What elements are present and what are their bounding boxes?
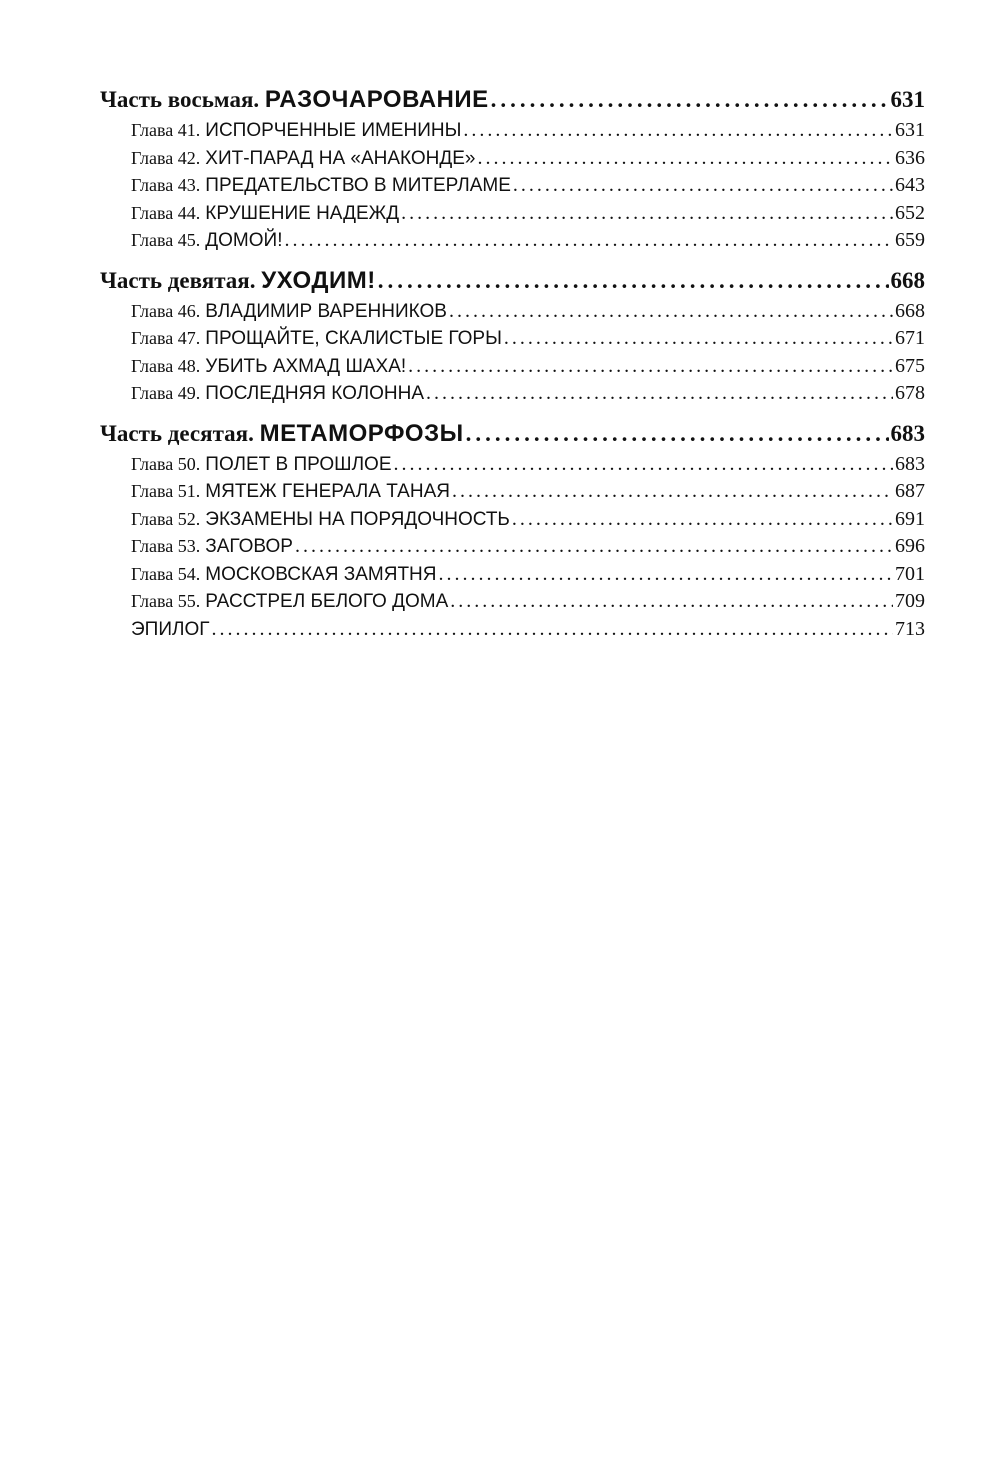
dot-leader: [439, 563, 894, 586]
chapter-row[interactable]: [100, 382, 925, 410]
chapter-number: Глава 46.: [131, 300, 201, 321]
chapter-row[interactable]: [100, 453, 925, 481]
chapter-title: ЗАГОВОР: [205, 536, 293, 557]
part-number: Часть восьмая.: [100, 87, 260, 112]
table-of-contents: [100, 86, 925, 645]
page-number: 631: [895, 119, 925, 141]
dot-leader: [463, 119, 893, 142]
chapter-number: Глава 44.: [131, 202, 201, 223]
chapter-number: Глава 47.: [131, 328, 201, 348]
chapter-title: ИСПОРЧЕННЫЕ ИМЕНИНЫ: [205, 120, 462, 141]
chapter-row[interactable]: [100, 327, 925, 355]
chapter-row[interactable]: [100, 202, 925, 230]
page-number: 683: [895, 452, 925, 475]
chapter-number: Глава 52.: [131, 508, 201, 529]
chapter-number: Глава 41.: [131, 120, 201, 140]
dot-leader: [212, 618, 893, 641]
chapter-row[interactable]: [100, 300, 925, 328]
chapter-title: ДОМОЙ!: [205, 230, 283, 251]
page-number: 683: [890, 420, 925, 446]
toc-part: [100, 86, 925, 257]
dot-leader: [513, 174, 893, 197]
chapter-number: Глава 51.: [131, 481, 201, 501]
page-number: 652: [895, 201, 925, 224]
part-heading-row[interactable]: [100, 86, 925, 119]
page-number: 631: [890, 87, 925, 112]
chapter-title: ПОЛЕТ В ПРОШЛОЕ: [205, 453, 392, 475]
chapter-title: МЯТЕЖ ГЕНЕРАЛА ТАНАЯ: [205, 481, 450, 502]
chapter-row[interactable]: [100, 508, 925, 536]
dot-leader: [478, 147, 894, 170]
chapter-row[interactable]: [100, 174, 925, 202]
dot-leader: [378, 268, 889, 294]
page-number: 668: [890, 267, 925, 293]
chapter-row[interactable]: [100, 119, 925, 147]
page-number: 643: [895, 174, 925, 196]
page-number: 675: [895, 354, 925, 377]
page-number: 687: [895, 480, 925, 502]
toc-part: [100, 420, 925, 646]
dot-leader: [449, 300, 893, 323]
page-number: 709: [895, 590, 925, 612]
chapter-row[interactable]: [100, 563, 925, 591]
epilogue-title: ЭПИЛОГ: [131, 618, 210, 640]
page-number: 678: [895, 382, 925, 404]
page-number: 696: [895, 535, 925, 557]
chapter-number: Глава 50.: [131, 453, 201, 474]
chapter-number: Глава 49.: [131, 383, 201, 403]
chapter-title: ХИТ-ПАРАД НА «АНАКОНДЕ»: [205, 147, 476, 169]
chapter-number: Глава 53.: [131, 536, 201, 556]
chapter-title: ЭКЗАМЕНЫ НА ПОРЯДОЧНОСТЬ: [205, 508, 510, 530]
chapter-row[interactable]: [100, 480, 925, 508]
chapter-number: Глава 54.: [131, 563, 201, 584]
dot-leader: [466, 421, 889, 447]
chapter-row[interactable]: [100, 147, 925, 175]
chapter-title: ВЛАДИМИР ВАРЕННИКОВ: [205, 300, 447, 322]
part-number: Часть десятая.: [100, 420, 254, 446]
page-number: 691: [895, 507, 925, 530]
chapter-title: МОСКОВСКАЯ ЗАМЯТНЯ: [205, 563, 437, 585]
chapter-number: Глава 43.: [131, 175, 201, 195]
toc-part: [100, 267, 925, 410]
epilogue-row[interactable]: [100, 618, 925, 646]
dot-leader: [426, 382, 893, 405]
page-number: 701: [895, 562, 925, 585]
dot-leader: [394, 453, 893, 476]
part-heading-row[interactable]: [100, 420, 925, 453]
dot-leader: [512, 508, 893, 531]
dot-leader: [450, 590, 893, 613]
chapter-title: ПРОЩАЙТЕ, СКАЛИСТЫЕ ГОРЫ: [205, 328, 502, 349]
part-title: МЕТАМОРФОЗЫ: [259, 419, 464, 447]
part-number: Часть девятая.: [100, 267, 256, 293]
dot-leader: [452, 480, 893, 503]
chapter-number: Глава 42.: [131, 147, 201, 168]
chapter-number: Глава 45.: [131, 230, 201, 250]
part-heading-row[interactable]: [100, 267, 925, 300]
dot-leader: [284, 229, 893, 252]
dot-leader: [408, 355, 893, 378]
chapter-number: Глава 48.: [131, 355, 201, 376]
page-number: 659: [895, 229, 925, 251]
page-number: 636: [895, 146, 925, 169]
chapter-title: УБИТЬ АХМАД ШАХА!: [205, 355, 407, 377]
chapter-row[interactable]: [100, 535, 925, 563]
dot-leader: [295, 535, 893, 558]
page-number: 713: [895, 617, 925, 640]
part-title: РАЗОЧАРОВАНИЕ: [264, 86, 489, 113]
page-number: 668: [895, 299, 925, 322]
page-number: 671: [895, 327, 925, 349]
chapter-row[interactable]: [100, 355, 925, 383]
chapter-title: ПОСЛЕДНЯЯ КОЛОННА: [205, 383, 425, 404]
chapter-row[interactable]: [100, 590, 925, 618]
chapter-title: РАССТРЕЛ БЕЛОГО ДОМА: [205, 591, 449, 612]
part-title: УХОДИМ!: [261, 266, 376, 294]
dot-leader: [491, 87, 889, 113]
chapter-number: Глава 55.: [131, 591, 201, 611]
dot-leader: [504, 327, 893, 350]
chapter-title: ПРЕДАТЕЛЬСТВО В МИТЕРЛАМЕ: [205, 175, 511, 196]
chapter-title: КРУШЕНИЕ НАДЕЖД: [205, 202, 400, 224]
chapter-row[interactable]: [100, 229, 925, 257]
dot-leader: [401, 202, 893, 225]
